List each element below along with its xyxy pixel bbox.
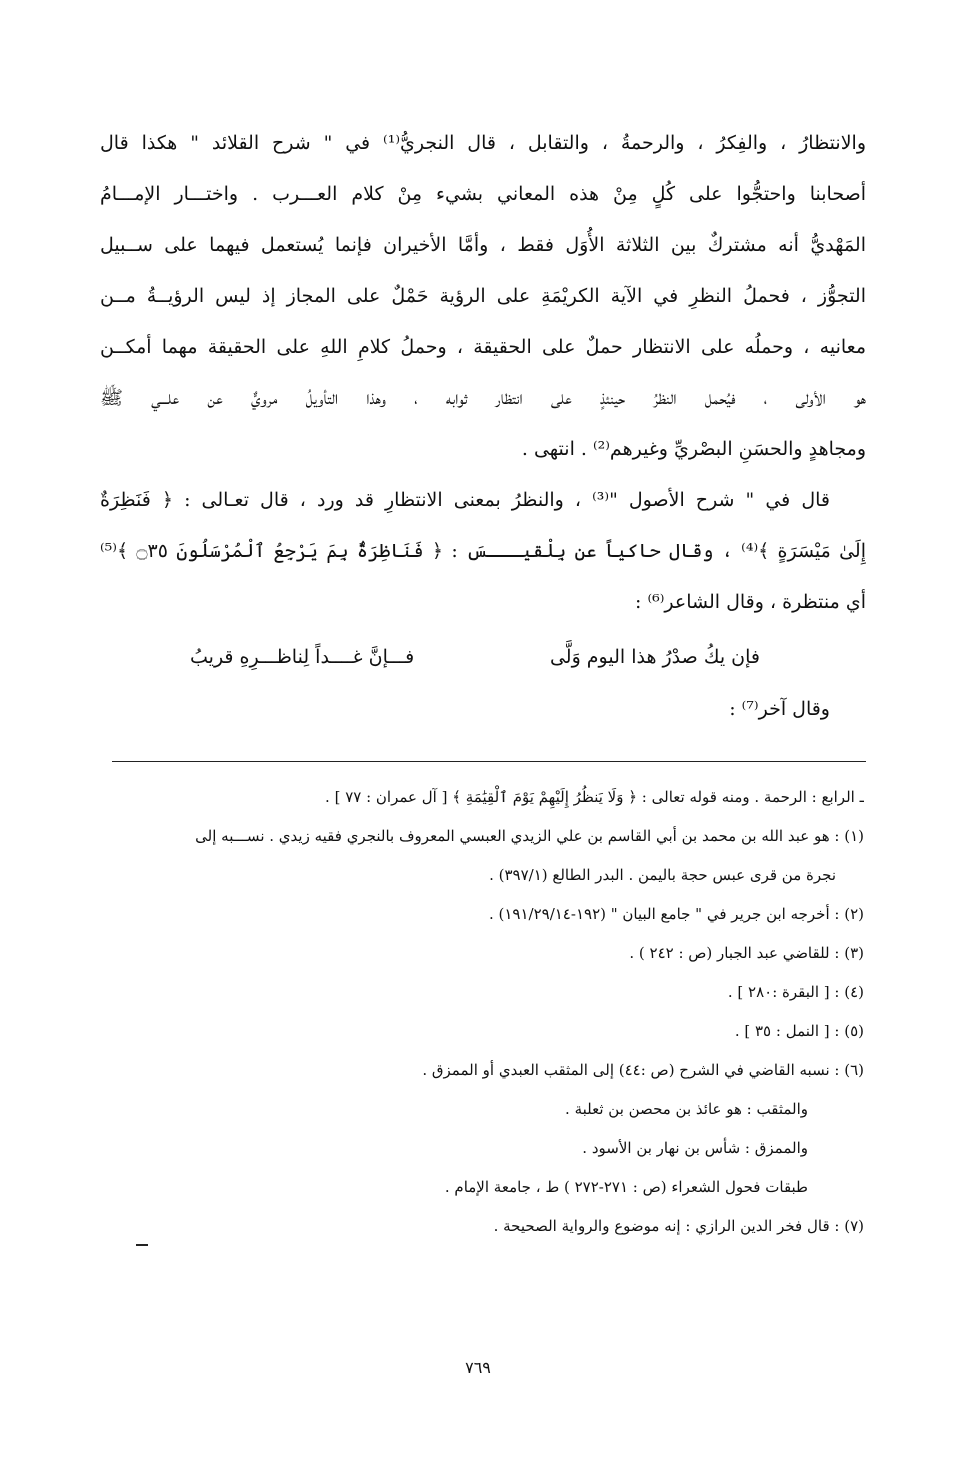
poetry-verse xyxy=(190,632,760,683)
footnote-6: (٦) : نسبه القاضي في الشرح (ص :٤٤) إلى المثقب العبدي أو الممزق . xyxy=(422,1061,864,1079)
text-line: أصحابنا واحتجُّوا على كُلٍ مِنْ هذه المعاني بشيء مِنْ كلام العـــرب . واختـــار الإمـــامُ xyxy=(100,183,866,205)
text-line: هو الأولى ، فيُحمل النظرُ حينئذٍ على انتظار ثوابه ، وهذا التأويلُ مرويٌّ عن علـــي ﷺ xyxy=(100,387,866,409)
footnote-1: (١) : هو عبد الله بن محمد بن أبي القاسم بن علي الزيدي العبسي المعروف بالنجري فقيه زيدي . نســـبه إلى xyxy=(195,827,864,845)
footnotes xyxy=(84,778,864,1246)
text-line: إِلَىٰ مَيْسَرَةٍ ﴾⁽⁴⁾ ، وقال حاكياً عن بِلْقيـــسَ : ﴿ فَنَاظِرَةٌۢ بِمَ يَرْجِعُ ٱلْمُرْسَلُونَ ۝٣٥ ﴾⁽⁵⁾ xyxy=(100,540,866,562)
footnote-6-detail: والممزق : شأس بن نهار بن الأسود . xyxy=(582,1139,808,1157)
footnote-5: (٥) : [ النمل : ٣٥ ] . xyxy=(734,1022,864,1040)
footnote-3: (٣) : للقاضي عبد الجبار (ص : ٢٤٢ ) . xyxy=(629,944,864,962)
page-number: ٧٦٩ xyxy=(465,1358,491,1377)
footnote-2: (٢) : أخرجه ابن جرير في " جامع البيان " (١٩٢-١٩١/٢٩/١٤) . xyxy=(488,905,864,923)
footnote-continuation: ـ الرابع : الرحمة . ومنه قوله تعالى : ﴿ وَلَا يَنظُرُ إِلَيْهِمْ يَوْمَ ٱلْقِيَٰمَةِ ﴾ [ آل عمران : ٧٧ ] . xyxy=(325,788,864,806)
continuation-dash xyxy=(136,1244,148,1246)
text-line: المَهْديُّ أنه مشتركٌ بين الثلاثة الأُوَل فقط ، وأمَّا الأخيران فإنما يُستعمل فيهما على ســبيل xyxy=(100,234,866,256)
footnote-4: (٤) : [ البقرة :٢٨٠ ] . xyxy=(727,983,864,1001)
text-line: ومجاهدٍ والحسَنِ البصْريِّ وغيرهم⁽²⁾ . انتهى . xyxy=(521,438,866,460)
footnote-separator xyxy=(112,761,866,762)
text-line-after-verse: وقال آخر⁽⁷⁾ : xyxy=(729,698,830,720)
text-line: أي منتظرة ، وقال الشاعر⁽⁶⁾ : xyxy=(635,591,866,613)
footnote-7: (٧) : قال فخر الدين الرازي : إنه موضوع والرواية الصحيحة . xyxy=(493,1217,864,1235)
verse-second-hemistich: فـــإنَّ غــــداً لِناظـــرِهِ قريبُ xyxy=(190,646,415,668)
verse-first-hemistich: فإن يكُ صدْرُ هذا اليوم وَلَّى xyxy=(549,646,760,668)
footnote-1-continued: نجرة من قرى عبس حجة باليمن . البدر الطالع (٣٩٧/١) . xyxy=(489,866,836,884)
footnote-6-detail: والمثقب : هو عائذ بن محصن بن ثعلبة . xyxy=(565,1100,808,1118)
text-line: معانيه ، وحملُه على الانتظار حملٌ على الحقيقة ، وحملُ كلامِ اللهِ على الحقيقة مهما أمكــن xyxy=(100,336,866,358)
text-line: قال في " شرح الأصول "⁽³⁾ ، والنظرُ بمعنى الانتظارِ قد ورد ، قال تعـالى : ﴿ فَنَظِرَةٌ xyxy=(100,489,830,511)
footnote-6-detail: طبقات فحول الشعراء (ص : ٢٧١-٢٧٢ ) ط ، جامعة الإمام . xyxy=(444,1178,808,1196)
text-line: التجوُّز ، فحملُ النظرِ في الآية الكريْمَةِ على الرؤية حَمْلٌ على المجاز إذ ليس الرؤيــةُ مــن xyxy=(100,285,866,307)
main-text xyxy=(100,118,866,628)
text-line: والانتظارُ ، والفِكرُ ، والرحمةُ ، والتقابل ، قال النجريُّ⁽¹⁾ في " شرح القلائد " هكذا قال xyxy=(100,132,866,154)
